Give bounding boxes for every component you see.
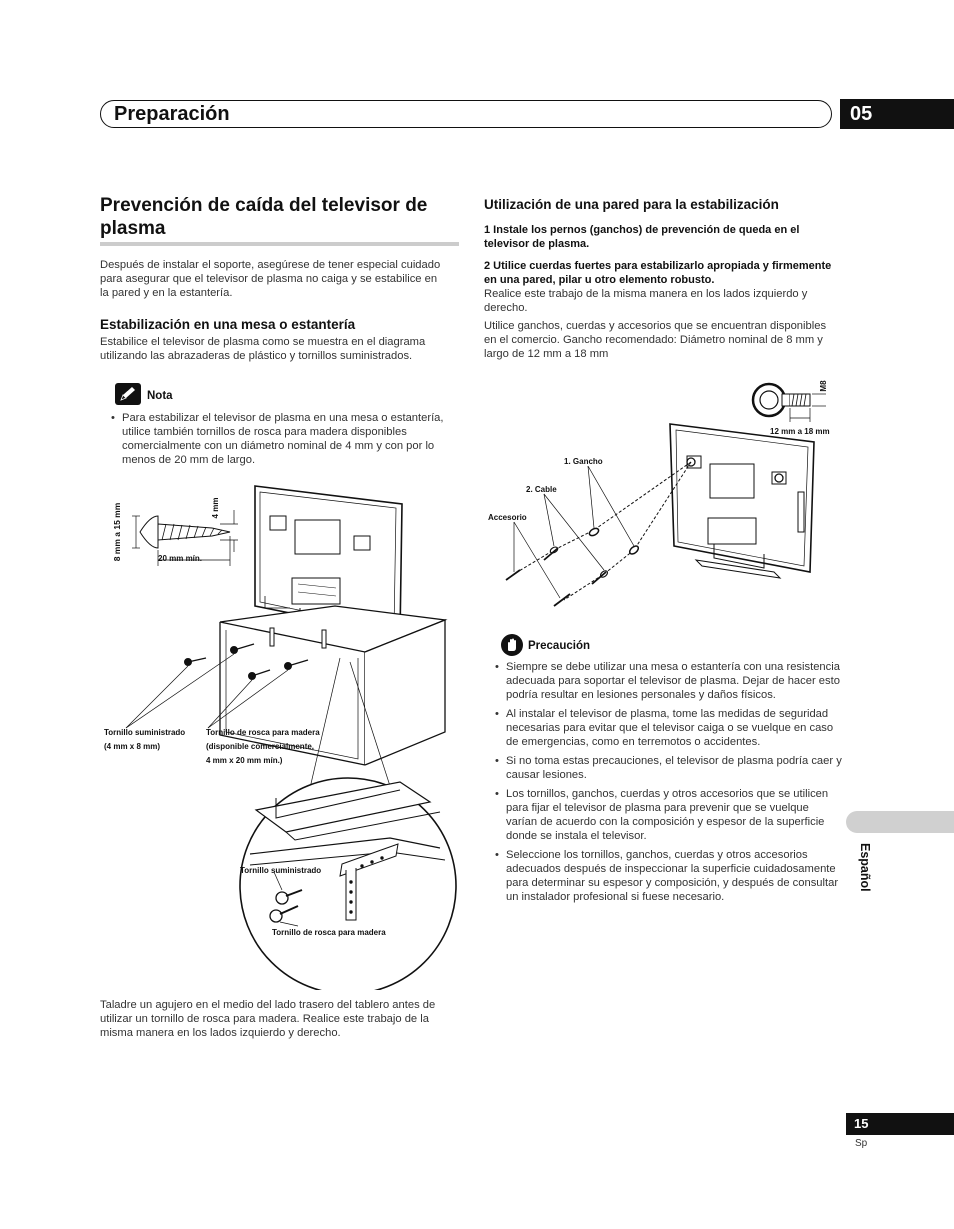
label-hook: 1. Gancho <box>564 457 603 466</box>
table-stabilization-text: Estabilice el televisor de plasma como se muestra en el diagrama utilizando las abrazaderas de plástico y tornillos suministrados. <box>100 336 426 362</box>
label-supplied-screw-size: (4 mm x 8 mm) <box>104 742 161 751</box>
hook-length-label: 12 mm a 18 mm <box>770 427 830 436</box>
step-2-text-2: Utilice ganchos, cuerdas y accesorios que se encuentran disponibles en el comercio. Gancho recomendado: Diámetro nominal de 8 mm y largo de 12 mm a 18 mm <box>484 320 827 360</box>
caution-item: • Al instalar el televisor de plasma, tome las medidas de seguridad necesarias para evitar que el televisor caiga o se vuelque en caso de emergencias, como en terremotos o accidentes. <box>493 707 843 749</box>
caution-item: • Siempre se debe utilizar una mesa o estantería con una resistencia adecuada para soportar el televisor de plasma. Dejar de hacer esto podría resultar en lesiones personales y daños físicos. <box>493 660 843 702</box>
note-list <box>109 411 459 472</box>
label-wood-screw: Tornillo de rosca para madera <box>206 728 320 737</box>
screw-thread-label: 4 mm <box>211 497 220 519</box>
label-wood-screw-note: (disponible comercialmente, <box>206 742 315 751</box>
circle-label-supplied: Tornillo suministrado <box>240 866 322 875</box>
caution-list <box>493 660 843 909</box>
step-1: 1 Instale los pernos (ganchos) de prevención de queda en el televisor de plasma. <box>484 224 800 250</box>
section-title: Preparación <box>114 103 230 125</box>
label-wood-screw-size: 4 mm x 20 mm mín.) <box>206 756 283 765</box>
label-supplied-screw: Tornillo suministrado <box>104 728 186 737</box>
note-item: • Para estabilizar el televisor de plasma en una mesa o estantería, utilice también tornillos de rosca para madera disponibles comercialmente con un diámetro nominal de 4 mm y con por lo menos de 20 mm de largo. <box>109 411 459 467</box>
table-stabilization-diagram <box>100 480 460 990</box>
title-underline <box>100 242 459 246</box>
wall-stabilization-diagram <box>484 372 844 622</box>
step-2: 2 Utilice cuerdas fuertes para estabilizarlo apropiada y firmemente en una pared, pilar u otro elemento robusto. <box>484 260 832 286</box>
screw-length-label: 20 mm mín. <box>158 554 203 563</box>
page-number: 15 <box>846 1113 954 1135</box>
hook-thread-label: M8 <box>819 380 828 392</box>
language-code: Sp <box>855 1138 868 1149</box>
intro-paragraph: Después de instalar el soporte, asegúrese de tener especial cuidado para asegurar que el televisor de plasma no caiga y se estabilice en la pared y en la estantería. <box>100 259 441 299</box>
label-cable: 2. Cable <box>526 485 557 494</box>
note-label: Nota <box>147 390 173 402</box>
page-title: Prevención de caída del televisor de plasma <box>100 195 428 239</box>
note-icon <box>115 383 141 405</box>
step-2-text: Realice este trabajo de la misma manera en los lados izquierdo y derecho. <box>484 288 808 314</box>
language-label: Español <box>858 843 872 892</box>
label-accessory: Accesorio <box>488 513 527 522</box>
wall-stabilization-heading: Utilización de una pared para la estabilización <box>484 197 779 212</box>
table-stabilization-heading: Estabilización en una mesa o estantería <box>100 317 356 332</box>
caution-item: • Los tornillos, ganchos, cuerdas y otros accesorios que se utilicen para fijar el televisor de plasma para prevenir que se vuelque varían de acuerdo con la composición y espesor de la superficie donde se instala el televisor. <box>493 787 843 843</box>
chapter-number: 05 <box>840 99 954 129</box>
caution-label: Precaución <box>528 640 590 652</box>
language-tab <box>846 811 954 833</box>
caution-icon <box>501 634 523 656</box>
circle-label-wood: Tornillo de rosca para madera <box>272 928 386 937</box>
drill-instructions: Taladre un agujero en el medio del lado trasero del tablero antes de utilizar un tornillo de rosca para madera. Realice este trabajo de la misma manera en los lados izquierdo y derecho. <box>100 999 436 1039</box>
caution-item: • Seleccione los tornillos, ganchos, cuerdas y otros accesorios adecuados después de inspeccionar la superficie cuidadosamente para determinar su espesor y composición, y después de consultar un instalador profesional si fuese necesario. <box>493 848 843 904</box>
screw-diameter-label: 8 mm a 15 mm <box>112 502 122 562</box>
caution-item: • Si no toma estas precauciones, el televisor de plasma podría caer y causar lesiones. <box>493 754 843 782</box>
